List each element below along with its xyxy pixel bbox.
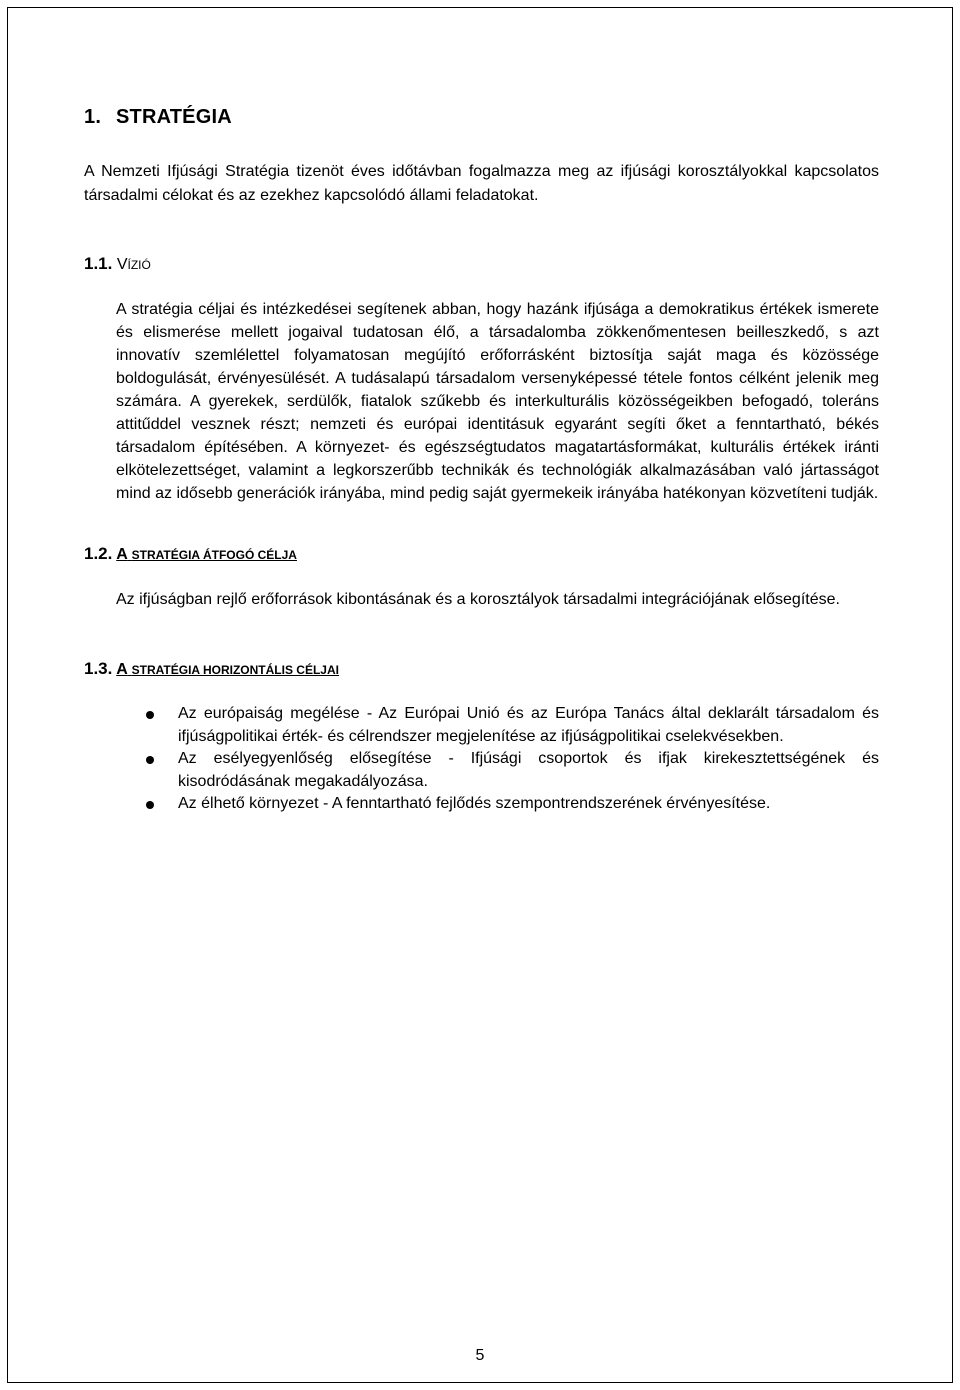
section-title-initial: A [116,546,128,563]
section-heading-vision [84,254,151,274]
vision-text-4: A környezet- és egészségtudatos magatartásformákat, kulturális értékek iránti elkötelezettséget, valamint a legkorszerűbb technikák és technológiák alkalmazásában való jártasságot mind az idősebb generációk irányába, mind pedig saját gyermekeik irányába hatékonyan közvetíteni tudják. [116,439,880,502]
chapter-title: STRATÉGIA [116,106,232,128]
section-number: 1.2. [84,544,113,563]
list-item-text: Az élhető környezet - A fenntartható fejlődés szempontrendszerének érvényesítése. [178,795,771,812]
section-title-initial: A [116,661,128,678]
page-number: 5 [475,1347,485,1364]
list-item [116,748,879,793]
vision-paragraph [116,298,879,505]
bullet-icon [146,756,154,764]
horizontal-goals-list [116,703,879,816]
vision-text-1: A stratégia céljai és intézkedései segítenek abban, hogy hazánk ifjúsága a demokratikus értékek ismerete és elismerése mellett jogaival tudatosan élő, a társadalomba zökkenőmentesen beilleszkedő, s azt innovatív szemlélettel folyamatosan megújító erőforrásként biztosítja saját maga és közössége boldogulását, érvényesülését. [116,301,879,387]
list-item [116,793,879,816]
vision-text-3: A gyerekek, serdülők, fiatalok szűkebb és interkulturális közösségeikben befogadó, toleráns attitűddel vesznek részt; nemzeti és európai identitásuk egyaránt segíti őket a fenntartható, békés társadalom építésében. [116,393,880,456]
section-title-rest: STRATÉGIA HORIZONTÁLIS CÉLJAI [131,663,339,677]
bullet-icon [146,711,154,719]
bullet-icon [146,801,154,809]
section-title-initial: V [116,256,128,273]
chapter-intro: A Nemzeti Ifjúsági Stratégia tizenöt éves időtávban fogalmazza meg az ifjúsági korosztályokkal kapcsolatos társadalmi célokat és az ezekhez kapcsolódó állami feladatokat. [84,163,879,204]
list-item-text: Az európaiság megélése - Az Európai Unió és az Európa Tanács által deklarált társadalom és ifjúságpolitikai érték- és célrendszer megjelenítése az ifjúságpolitikai cselekvésekben. [178,705,879,745]
section-heading-horizontal-goals [84,659,339,679]
section-title-rest: ÍZIÓ [127,258,151,272]
section-number: 1.3. [84,659,113,678]
chapter-heading [84,106,232,129]
list-item-text: Az esélyegyenlőség elősegítése - Ifjúsági csoportok és ifjak kirekesztettségének és kisodródásának megakadályozása. [178,750,879,790]
list-item [116,703,879,748]
page-border [7,7,953,1383]
overall-goal-text: Az ifjúságban rejlő erőforrások kibontásának és a korosztályok társadalmi integrációjának elősegítése. [116,591,840,608]
section-number: 1.1. [84,254,113,273]
vision-text-2: A tudásalapú társadalom versenyképessé tétele fontos célként jelenik meg számára. [116,370,880,410]
section-title-rest: STRATÉGIA ÁTFOGÓ CÉLJA [131,548,297,562]
section-heading-overall-goal [84,544,297,564]
chapter-number: 1. [84,106,102,128]
